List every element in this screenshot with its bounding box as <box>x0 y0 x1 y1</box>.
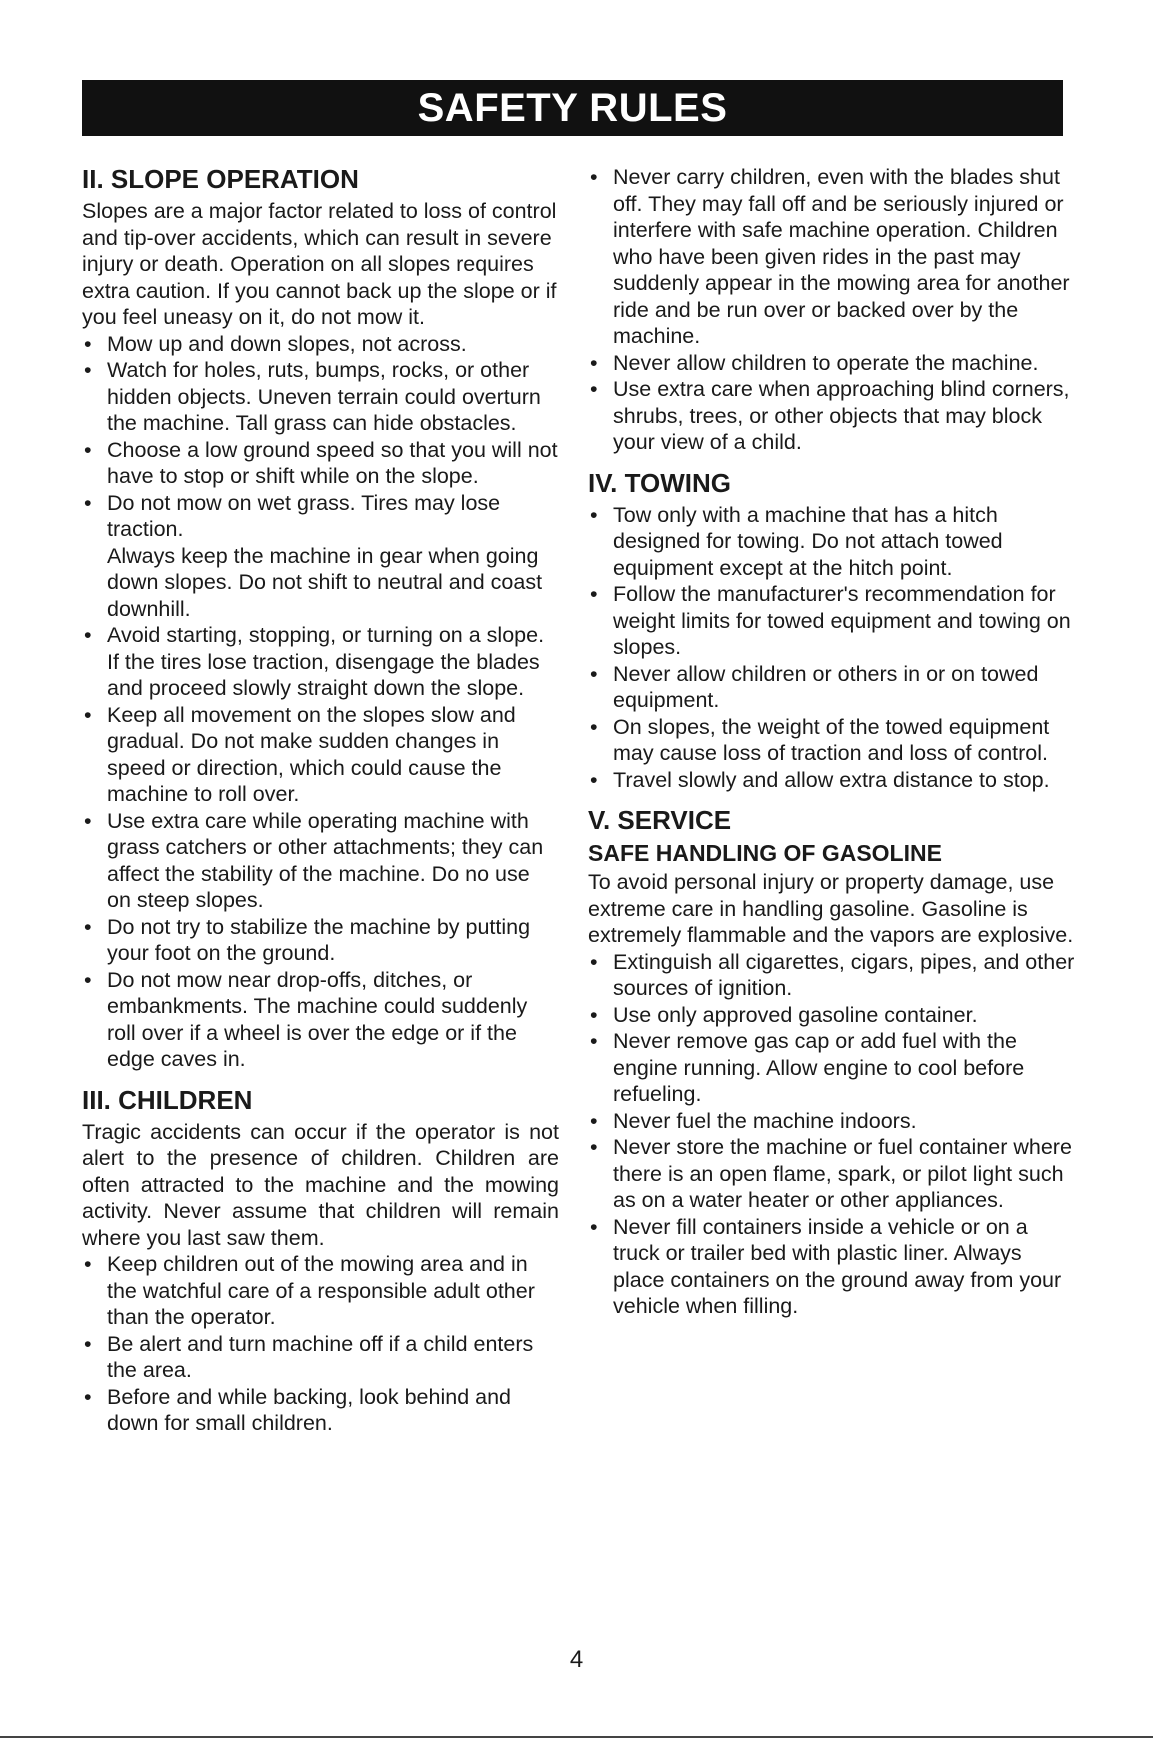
towing-heading: IV. TOWING <box>588 467 732 498</box>
right-column <box>588 164 1078 1320</box>
slope-intro: Slopes are a major factor related to loss of control and tip-over accidents, which can result in severe injury or death. Operation on all slopes requires extra caution. If you cannot back up the slope or if you feel uneasy on it, do not mow it. <box>82 199 557 329</box>
bullet-icon: • <box>590 714 598 739</box>
list-item: • Before and while backing, look behind and down for small children. <box>84 1384 512 1435</box>
bullet-continuation: Always keep the machine in gear when going down slopes. Do not shift to neutral and coast downhill. <box>107 543 543 621</box>
list-item: • Use extra care when approaching blind corners, shrubs, trees, or other objects that may block your view of a child. <box>590 377 1070 454</box>
bullet-icon: • <box>590 165 598 189</box>
list-item: • Never allow children to operate the machine. <box>590 350 1039 375</box>
left-column <box>82 164 559 1437</box>
children-bullet-list-continued <box>588 164 1078 456</box>
list-item: • Never fuel the machine indoors. <box>590 1108 917 1133</box>
bullet-icon: • <box>84 490 92 515</box>
list-item: • Be alert and turn machine off if a child enters the area. <box>84 1331 534 1382</box>
bullet-icon: • <box>84 967 92 992</box>
children-intro: Tragic accidents can occur if the operator is not alert to the presence of children. Children are often attracted to the machine and the mowing activity. Never assume that children will remain where you last saw them. <box>82 1119 559 1250</box>
list-item: • Extinguish all cigarettes, cigars, pipes, and other sources of ignition. <box>590 949 1075 1000</box>
list-item: • Do not mow near drop-offs, ditches, or embankments. The machine could suddenly roll over if a wheel is over the edge or if the edge caves in. <box>84 967 528 1071</box>
bullet-icon: • <box>590 1135 598 1159</box>
bullet-icon: • <box>590 949 598 974</box>
list-item: • Use extra care while operating machine with grass catchers or other attachments; they can affect the stability of the machine. Do no use on steep slopes. <box>84 808 544 912</box>
bullet-icon: • <box>84 331 92 356</box>
list-item: • Never fill containers inside a vehicle or on a truck or trailer bed with plastic liner. Always place containers on the ground away from your vehicle when filling. <box>590 1214 1062 1318</box>
list-item: • Follow the manufacturer's recommendation for weight limits for towed equipment and towing on slopes. <box>590 582 1071 659</box>
bullet-icon: • <box>84 1384 92 1409</box>
service-heading: V. SERVICE <box>588 805 732 835</box>
bullet-icon: • <box>590 1108 598 1133</box>
list-item: • Never remove gas cap or add fuel with the engine running. Allow engine to cool before refueling. <box>590 1029 1025 1106</box>
slope-operation-heading: II. SLOPE OPERATION <box>82 164 359 194</box>
bullet-icon: • <box>590 582 598 606</box>
bullet-icon: • <box>84 623 92 647</box>
bullet-icon: • <box>84 358 92 382</box>
list-item: • Do not mow on wet grass. Tires may lose traction. Always keep the machine in gear when going down slopes. Do not shift to neutral and coast downhill. <box>82 490 559 623</box>
service-bullet-list <box>588 949 1078 1320</box>
bullet-icon: • <box>84 914 92 939</box>
bullet-icon: • <box>84 1331 92 1356</box>
bullet-icon: • <box>590 767 598 792</box>
towing-bullet-list <box>588 502 1078 794</box>
bullet-icon: • <box>590 661 598 686</box>
list-item: • Never store the machine or fuel container where there is an open flame, spark, or pilot light such as on a water heater or other appliances. <box>590 1135 1072 1212</box>
list-item: • Tow only with a machine that has a hitch designed for towing. Do not attach towed equipment except at the hitch point. <box>590 502 1003 580</box>
slope-bullet-list <box>82 331 559 1073</box>
bullet-icon: • <box>590 377 598 401</box>
safety-rules-banner <box>82 80 1063 136</box>
bullet-icon: • <box>590 1002 598 1027</box>
list-item: • Keep all movement on the slopes slow and gradual. Do not make sudden changes in speed or direction, which could cause the machine to roll over. <box>84 702 516 806</box>
page-number: 4 <box>569 1646 584 1673</box>
bullet-icon: • <box>590 1029 598 1053</box>
bullet-icon: • <box>590 1214 598 1239</box>
banner-title: SAFETY RULES <box>417 85 728 130</box>
gasoline-subheading: SAFE HANDLING OF GASOLINE <box>588 840 942 866</box>
bullet-icon: • <box>84 702 92 727</box>
bullet-icon: • <box>590 502 598 527</box>
bottom-divider <box>0 1736 1153 1738</box>
list-item: • Never carry children, even with the blades shut off. They may fall off and be seriously injured or interfere with safe machine operation. Children who have been given rides in the past may suddenly appear in the mowing area for another ride and be run over or backed over by the machine. <box>590 165 1070 348</box>
list-item: • Use only approved gasoline container. <box>590 1002 978 1027</box>
list-item: • Travel slowly and allow extra distance to stop. <box>590 767 1050 792</box>
children-bullet-list <box>82 1251 559 1437</box>
list-item: • Choose a low ground speed so that you will not have to stop or shift while on the slope. <box>84 437 558 488</box>
bullet-icon: • <box>84 437 92 462</box>
bullet-icon: • <box>84 808 92 833</box>
list-item: • Do not try to stabilize the machine by putting your foot on the ground. <box>84 914 531 965</box>
list-item: • Keep children out of the mowing area and in the watchful care of a responsible adult other than the operator. <box>84 1252 535 1329</box>
list-item: • Mow up and down slopes, not across. <box>84 331 467 356</box>
bullet-icon: • <box>590 350 598 375</box>
list-item: • Avoid starting, stopping, or turning on a slope. If the tires lose traction, disengage the blades and proceed slowly straight down the slope. <box>84 623 545 700</box>
list-item: • Watch for holes, ruts, bumps, rocks, or other hidden objects. Uneven terrain could overturn the machine. Tall grass can hide obstacles. <box>84 358 541 435</box>
list-item: • Never allow children or others in or on towed equipment. <box>590 661 1039 712</box>
children-heading: III. CHILDREN <box>82 1084 253 1115</box>
bullet-icon: • <box>84 1252 92 1276</box>
service-intro: To avoid personal injury or property damage, use extreme care in handling gasoline. Gasoline is extremely flammable and the vapors are explosive. <box>588 870 1074 947</box>
list-item: • On slopes, the weight of the towed equipment may cause loss of traction and loss of control. <box>590 714 1050 765</box>
